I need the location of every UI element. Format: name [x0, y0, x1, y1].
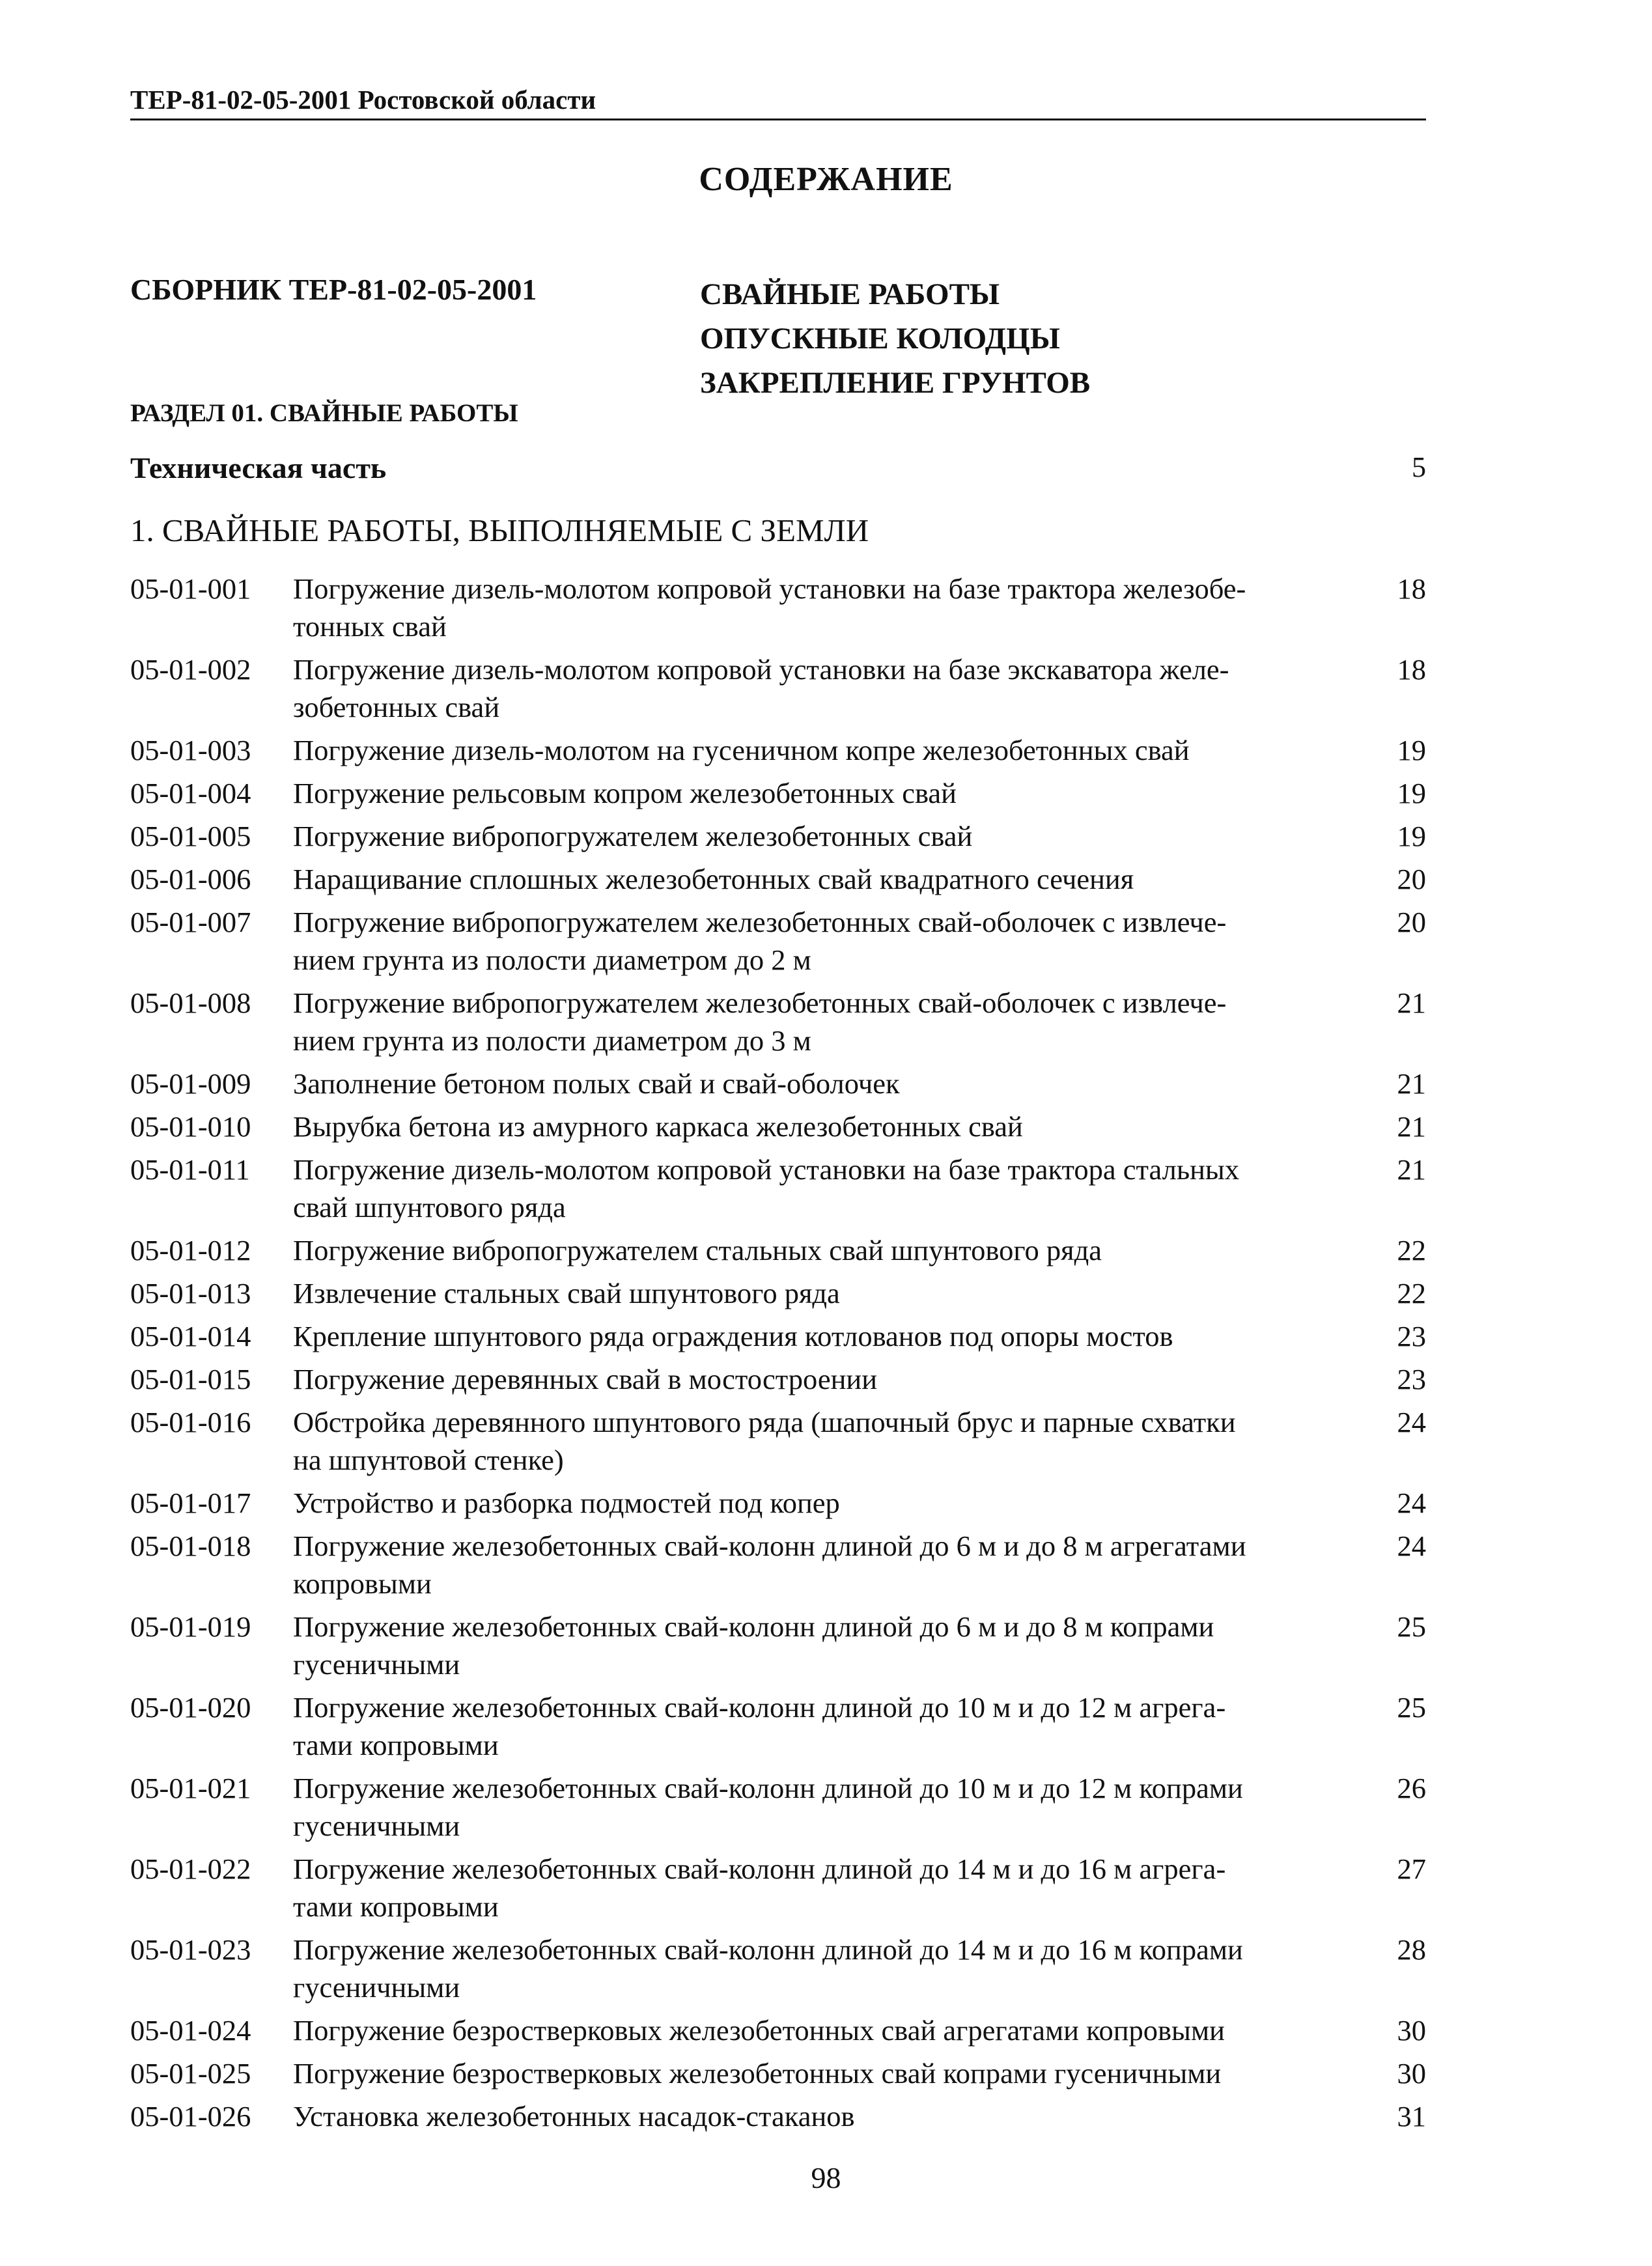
toc-entry-page: 21 — [1397, 986, 1426, 1019]
toc-entry-line: Погружение безростверковых железобетонных свай агрегатами копровыми — [293, 2014, 1225, 2047]
toc-entry — [130, 1688, 1426, 1764]
toc-entry-description — [293, 1274, 1348, 1312]
toc-entry-line: Извлечение стальных свай шпунтового ряда — [293, 1277, 840, 1309]
tech-part-label: Техническая часть — [130, 451, 387, 484]
toc-entry-code: 05-01-018 — [130, 1530, 251, 1562]
toc-entry-page: 19 — [1397, 777, 1426, 809]
toc-entry-code: 05-01-017 — [130, 1487, 251, 1519]
toc-entry-line: Погружение дизель-молотом копровой установки на базе экскаватора желе- — [293, 653, 1229, 686]
toc-entry — [130, 1850, 1426, 1925]
toc-entry — [130, 1769, 1426, 1845]
toc-entry — [130, 1151, 1426, 1226]
toc-entry — [130, 2054, 1426, 2092]
toc-entry-description — [293, 1231, 1348, 1269]
toc-entry-description — [293, 1403, 1348, 1479]
toc-entry-line: Погружение дизель-молотом копровой установки на базе трактора железобе- — [293, 572, 1246, 605]
toc-entry-code: 05-01-015 — [130, 1363, 251, 1395]
toc-entry-line: гусеничными — [293, 1971, 460, 2004]
toc-entry-description — [293, 860, 1348, 898]
toc-entry — [130, 2097, 1426, 2135]
toc-entry-line: Погружение безростверковых железобетонных свай копрами гусеничными — [293, 2057, 1222, 2090]
toc-entry-page: 27 — [1397, 1853, 1426, 1885]
toc-entry — [130, 1931, 1426, 2006]
toc-entry-page: 31 — [1397, 2100, 1426, 2133]
toc-entry-line: тонных свай — [293, 610, 447, 643]
toc-entry — [130, 731, 1426, 769]
toc-entry-description — [293, 774, 1348, 812]
toc-entry-code: 05-01-010 — [130, 1110, 251, 1143]
collection-title — [700, 272, 1090, 405]
toc-entry-description — [293, 1850, 1348, 1925]
toc-entry — [130, 1065, 1426, 1102]
toc-entry-code: 05-01-025 — [130, 2057, 251, 2090]
toc-entry-description — [293, 984, 1348, 1059]
toc-entry-description — [293, 2011, 1348, 2049]
toc-entry-description — [293, 1608, 1348, 1683]
toc-entry-description — [293, 1151, 1348, 1226]
toc-entry-line: на шпунтовой стенке) — [293, 1444, 564, 1476]
toc-entry-line: свай шпунтового ряда — [293, 1191, 566, 1224]
toc-entry-page: 20 — [1397, 906, 1426, 938]
toc-entry-code: 05-01-024 — [130, 2014, 251, 2047]
toc-entry-page: 30 — [1397, 2057, 1426, 2090]
toc-entry-line: Погружение железобетонных свай-колонн длиной до 10 м и до 12 м агрега- — [293, 1691, 1226, 1724]
toc-entry-line: Устройство и разборка подмостей под копер — [293, 1487, 840, 1519]
toc-entry-code: 05-01-012 — [130, 1234, 251, 1266]
toc-entry-code: 05-01-021 — [130, 1772, 251, 1804]
toc-entry-code: 05-01-016 — [130, 1406, 251, 1438]
toc-entry-code: 05-01-006 — [130, 863, 251, 895]
toc-entry-code: 05-01-026 — [130, 2100, 251, 2133]
toc-entry-code: 05-01-005 — [130, 820, 251, 852]
subsection-heading: 1. СВАЙНЫЕ РАБОТЫ, ВЫПОЛНЯЕМЫЕ С ЗЕМЛИ — [130, 512, 869, 548]
tech-part-page: 5 — [1412, 451, 1426, 483]
toc-entry-line: Погружение железобетонных свай-колонн длиной до 14 м и до 16 м копрами — [293, 1933, 1243, 1966]
toc-entry-code: 05-01-019 — [130, 1610, 251, 1643]
toc-entry-page: 21 — [1397, 1110, 1426, 1143]
running-header: ТЕР-81-02-05-2001 Ростовской области — [130, 83, 1426, 120]
toc-entry-description — [293, 1317, 1348, 1355]
toc-entry-line: нием грунта из полости диаметром до 2 м — [293, 944, 811, 976]
toc-entry-page: 30 — [1397, 2014, 1426, 2047]
toc-entry-line: Погружение железобетонных свай-колонн длиной до 14 м и до 16 м агрега- — [293, 1853, 1226, 1885]
toc-entry — [130, 1403, 1426, 1479]
toc-entry-page: 28 — [1397, 1933, 1426, 1966]
toc-entry — [130, 2011, 1426, 2049]
collection-label: СБОРНИК ТЕР-81-02-05-2001 — [130, 273, 537, 306]
toc-entry-page: 24 — [1397, 1530, 1426, 1562]
toc-list — [130, 570, 1426, 2140]
toc-entry-line: нием грунта из полости диаметром до 3 м — [293, 1024, 811, 1057]
toc-entry — [130, 1608, 1426, 1683]
toc-entry-description — [293, 1931, 1348, 2006]
toc-entry-code: 05-01-013 — [130, 1277, 251, 1309]
toc-entry-description — [293, 1527, 1348, 1602]
toc-entry — [130, 984, 1426, 1059]
toc-entry-line: тами копровыми — [293, 1729, 499, 1761]
toc-entry-code: 05-01-023 — [130, 1933, 251, 1966]
toc-entry-page: 23 — [1397, 1320, 1426, 1352]
toc-entry — [130, 570, 1426, 645]
toc-entry-description — [293, 817, 1348, 855]
toc-entry-page: 18 — [1397, 572, 1426, 605]
toc-entry — [130, 1317, 1426, 1355]
toc-entry — [130, 1231, 1426, 1269]
toc-entry-line: Крепление шпунтового ряда ограждения котлованов под опоры мостов — [293, 1320, 1173, 1352]
toc-entry-description — [293, 1360, 1348, 1398]
toc-entry-line: зобетонных свай — [293, 691, 500, 723]
toc-entry — [130, 1484, 1426, 1522]
toc-entry-code: 05-01-014 — [130, 1320, 251, 1352]
toc-entry-page: 20 — [1397, 863, 1426, 895]
page-number: 98 — [811, 2161, 841, 2194]
toc-entry — [130, 650, 1426, 726]
collection-title-line: ЗАКРЕПЛЕНИЕ ГРУНТОВ — [700, 366, 1091, 400]
collection-title-line: СВАЙНЫЕ РАБОТЫ — [700, 277, 1000, 311]
toc-entry — [130, 817, 1426, 855]
toc-entry-code: 05-01-001 — [130, 572, 251, 605]
toc-entry-page: 25 — [1397, 1691, 1426, 1724]
toc-entry-line: Погружение вибропогружателем стальных свай шпунтового ряда — [293, 1234, 1102, 1266]
toc-entry-code: 05-01-004 — [130, 777, 251, 809]
toc-entry-code: 05-01-008 — [130, 986, 251, 1019]
toc-entry-description — [293, 570, 1348, 645]
toc-entry-description — [293, 731, 1348, 769]
toc-entry — [130, 774, 1426, 812]
toc-entry-line: Погружение железобетонных свай-колонн длиной до 6 м и до 8 м агрегатами — [293, 1530, 1246, 1562]
toc-entry-line: Заполнение бетоном полых свай и свай-оболочек — [293, 1067, 900, 1100]
toc-entry-line: Наращивание сплошных железобетонных свай квадратного сечения — [293, 863, 1134, 895]
toc-entry-description — [293, 1484, 1348, 1522]
toc-entry-description — [293, 2097, 1348, 2135]
toc-entry-line: Погружение вибропогружателем железобетонных свай-оболочек с извлече- — [293, 986, 1227, 1019]
toc-entry-code: 05-01-002 — [130, 653, 251, 686]
toc-entry-description — [293, 2054, 1348, 2092]
toc-entry — [130, 1108, 1426, 1145]
toc-entry — [130, 860, 1426, 898]
tech-part-entry — [130, 451, 1426, 485]
toc-entry — [130, 1527, 1426, 1602]
toc-entry-line: Погружение вибропогружателем железобетонных свай-оболочек с извлече- — [293, 906, 1227, 938]
toc-entry-page: 26 — [1397, 1772, 1426, 1804]
toc-entry-code: 05-01-022 — [130, 1853, 251, 1885]
toc-entry-page: 21 — [1397, 1067, 1426, 1100]
toc-entry-line: Погружение деревянных свай в мостостроении — [293, 1363, 878, 1395]
toc-entry-line: Погружение дизель-молотом копровой установки на базе трактора стальных — [293, 1153, 1240, 1186]
toc-entry-page: 19 — [1397, 820, 1426, 852]
page-title: СОДЕРЖАНИЕ — [699, 161, 953, 198]
toc-entry — [130, 1274, 1426, 1312]
toc-entry-code: 05-01-011 — [130, 1153, 250, 1186]
toc-entry-page: 22 — [1397, 1234, 1426, 1266]
toc-entry-description — [293, 1688, 1348, 1764]
toc-entry-page: 18 — [1397, 653, 1426, 686]
toc-entry-code: 05-01-020 — [130, 1691, 251, 1724]
toc-entry-line: Обстройка деревянного шпунтового ряда (шапочный брус и парные схватки — [293, 1406, 1236, 1438]
collection-title-line: ОПУСКНЫЕ КОЛОДЦЫ — [700, 322, 1060, 356]
toc-entry-page: 24 — [1397, 1487, 1426, 1519]
toc-entry-line: гусеничными — [293, 1810, 460, 1842]
toc-entry-description — [293, 1108, 1348, 1145]
section-heading: РАЗДЕЛ 01. СВАЙНЫЕ РАБОТЫ — [130, 399, 518, 427]
toc-entry-page: 21 — [1397, 1153, 1426, 1186]
toc-entry-description — [293, 1769, 1348, 1845]
toc-entry-line: Установка железобетонных насадок-стаканов — [293, 2100, 855, 2133]
toc-entry-line: тами копровыми — [293, 1890, 499, 1923]
toc-entry-page: 24 — [1397, 1406, 1426, 1438]
toc-entry-code: 05-01-009 — [130, 1067, 251, 1100]
toc-entry-description — [293, 903, 1348, 979]
toc-entry-code: 05-01-003 — [130, 734, 251, 766]
toc-entry-line: Погружение дизель-молотом на гусеничном копре железобетонных свай — [293, 734, 1190, 766]
toc-entry-line: копровыми — [293, 1567, 432, 1600]
toc-entry — [130, 1360, 1426, 1398]
toc-entry-code: 05-01-007 — [130, 906, 251, 938]
toc-entry-line: Вырубка бетона из амурного каркаса железобетонных свай — [293, 1110, 1023, 1143]
toc-entry-line: Погружение рельсовым копром железобетонных свай — [293, 777, 957, 809]
toc-entry — [130, 903, 1426, 979]
toc-entry-description — [293, 650, 1348, 726]
toc-entry-page: 25 — [1397, 1610, 1426, 1643]
toc-entry-line: Погружение железобетонных свай-колонн длиной до 10 м и до 12 м копрами — [293, 1772, 1243, 1804]
toc-entry-line: Погружение железобетонных свай-колонн длиной до 6 м и до 8 м копрами — [293, 1610, 1214, 1643]
toc-entry-line: гусеничными — [293, 1648, 460, 1681]
toc-entry-page: 22 — [1397, 1277, 1426, 1309]
toc-entry-line: Погружение вибропогружателем железобетонных свай — [293, 820, 973, 852]
toc-entry-description — [293, 1065, 1348, 1102]
toc-entry-page: 23 — [1397, 1363, 1426, 1395]
toc-entry-page: 19 — [1397, 734, 1426, 766]
